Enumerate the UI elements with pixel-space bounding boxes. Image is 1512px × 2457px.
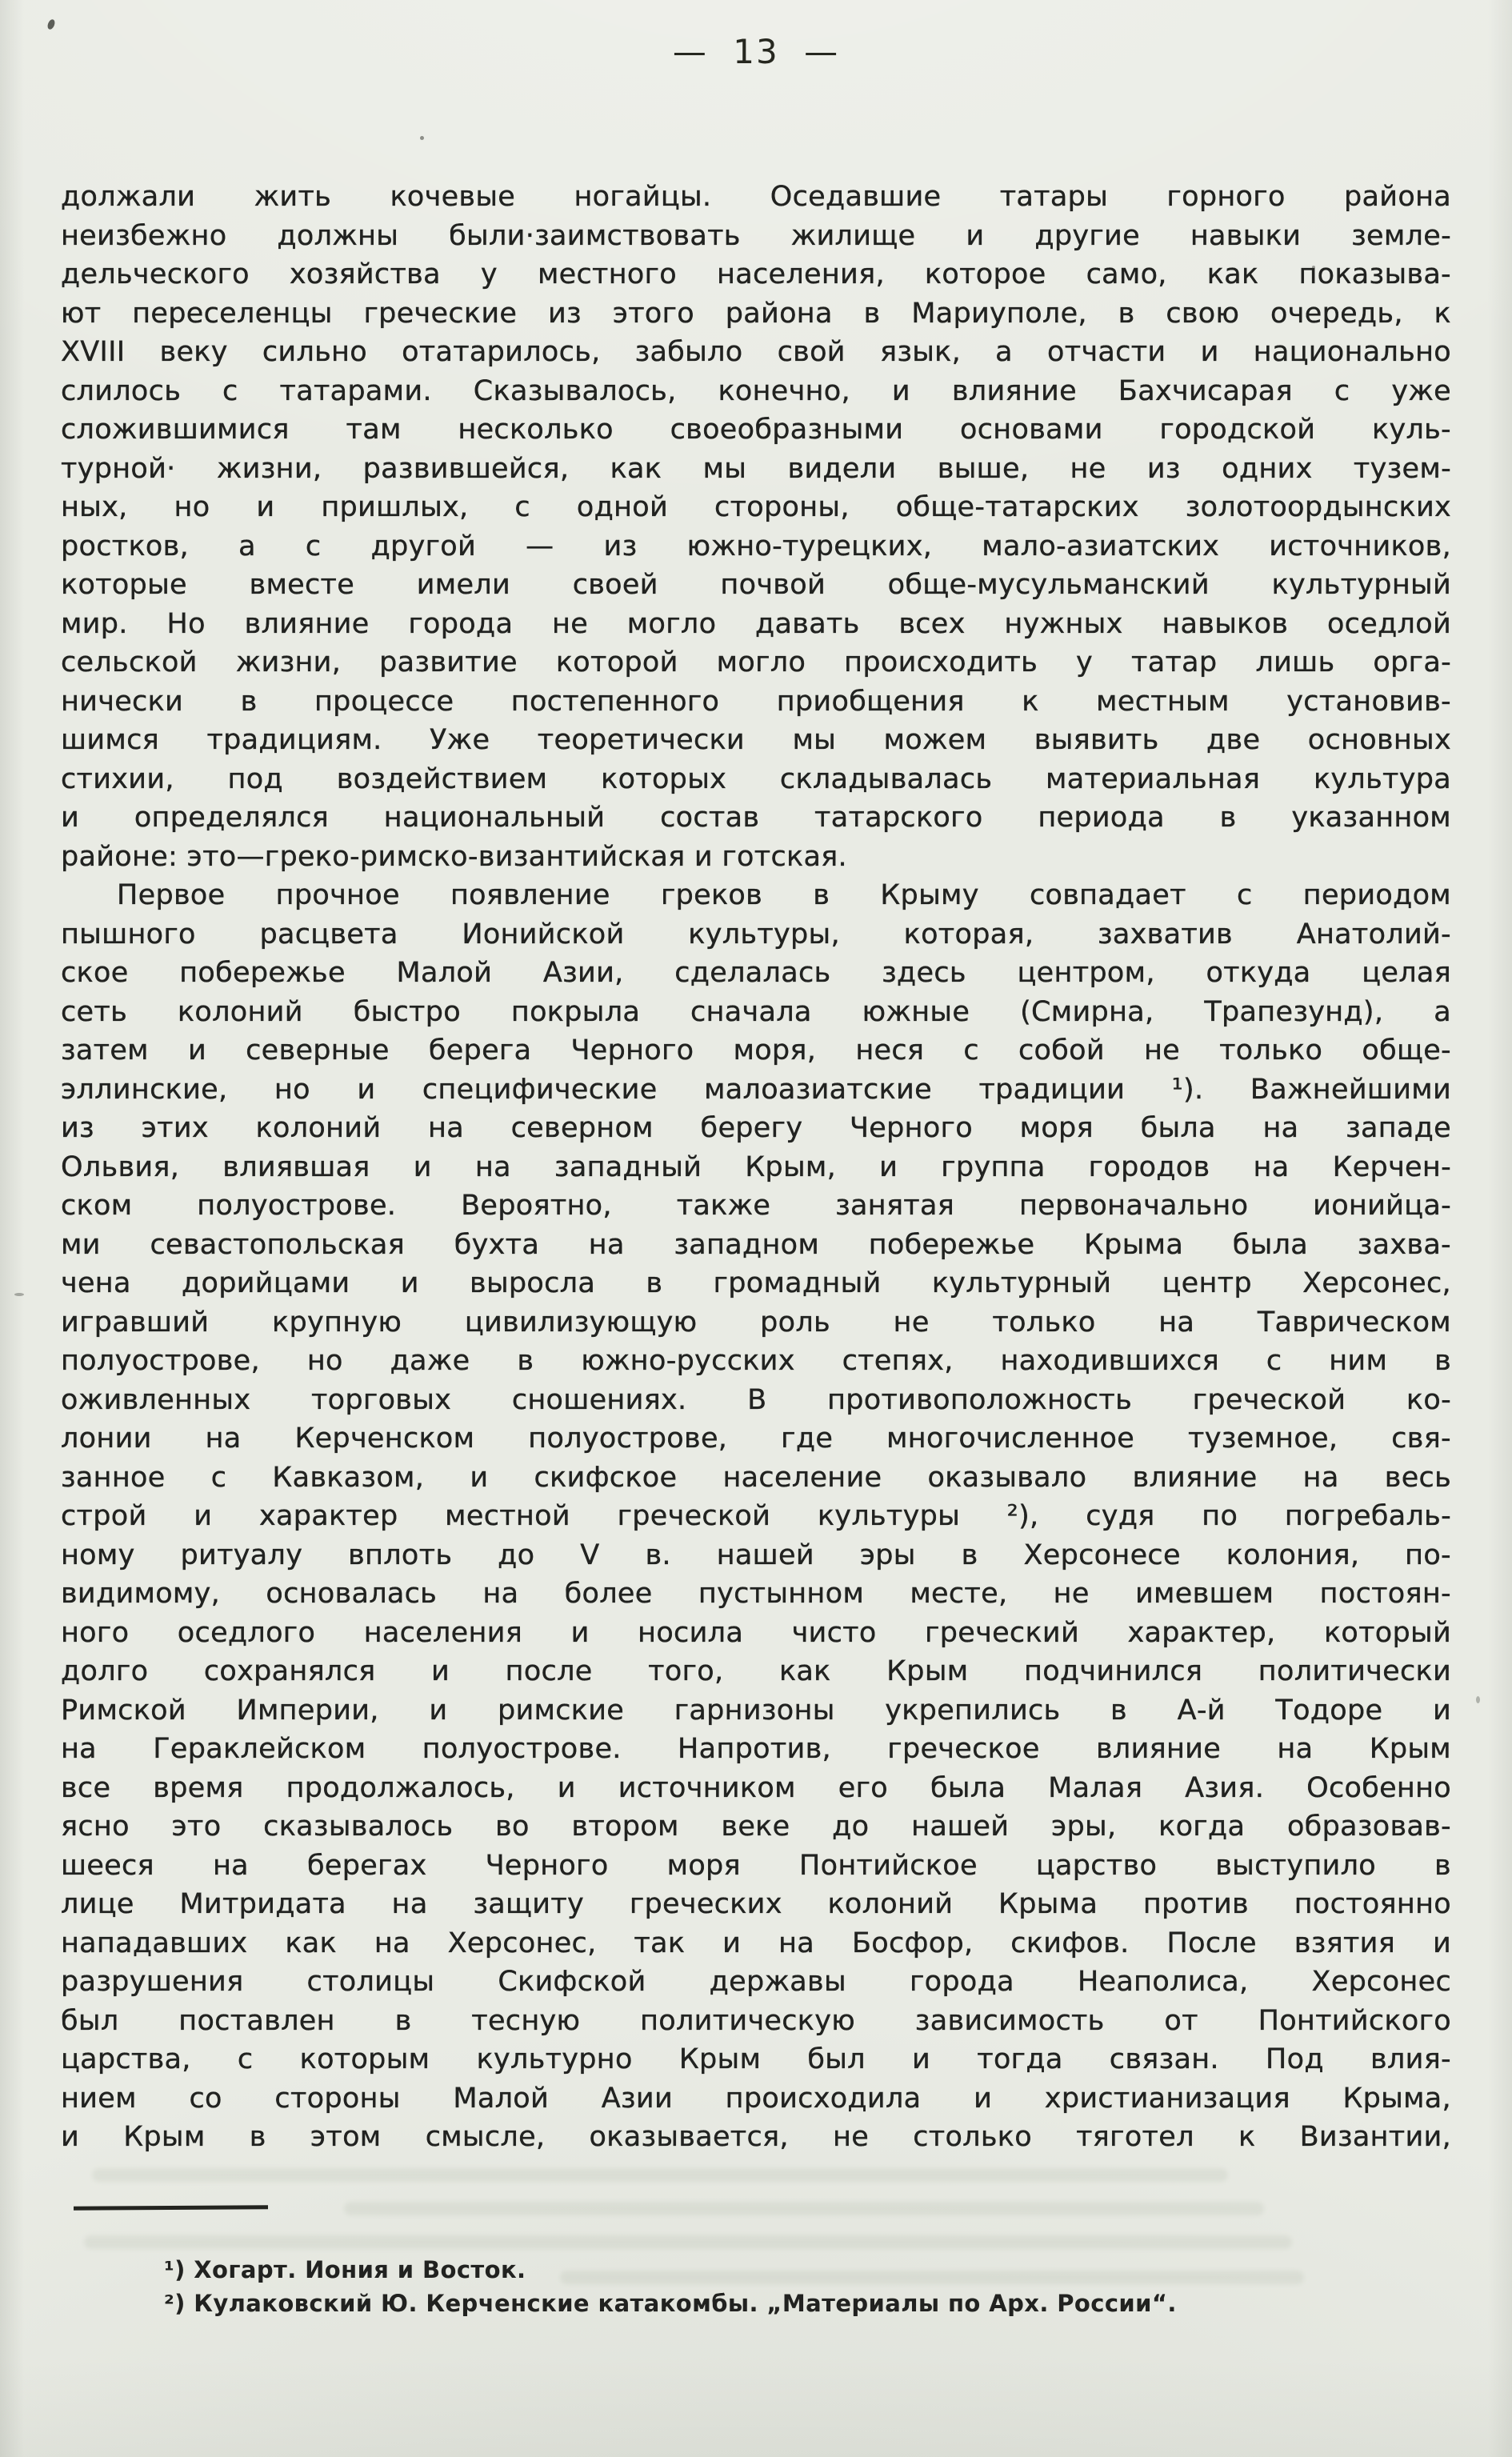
ink-bleedthrough bbox=[344, 2202, 1264, 2215]
text-line: ют переселенцы греческие из этого района в Мариуполе, в свою очередь, к bbox=[61, 297, 1451, 330]
text-line: ростков, а с другой — из южно-турецких, мало-азиатских источников, bbox=[61, 530, 1451, 562]
text-line: ми севастопольская бухта на западном побережье Крыма была захва- bbox=[61, 1228, 1451, 1261]
text-line: Первое прочное появление греков в Крыму совпадает с периодом bbox=[117, 879, 1451, 911]
text-line: долго сохранялся и после того, как Крым подчинился политически bbox=[61, 1655, 1451, 1687]
text-line: дельческого хозяйства у местного населения, которое само, как показыва- bbox=[61, 258, 1451, 290]
text-line: турной· жизни, развившейся, как мы видели выше, не из одних тузем- bbox=[61, 452, 1451, 485]
body-text bbox=[61, 178, 1451, 2157]
text-line: и определялся национальный состав татарского периода в указанном bbox=[61, 802, 1451, 834]
text-line: эллинские, но и специфические малоазиатские традиции ¹). Важнейшими bbox=[61, 1073, 1451, 1106]
text-line: слилось с татарами. Сказывалось, конечно, и влияние Бахчисарая с уже bbox=[61, 374, 1451, 407]
text-line: нием со стороны Малой Азии происходила и христианизация Крыма, bbox=[61, 2082, 1451, 2115]
text-line: XVIII веку сильно отатарилось, забыло свой язык, а отчасти и национально bbox=[61, 336, 1451, 368]
text-line: ясно это сказывалось во втором веке до нашей эры, когда образовав- bbox=[61, 1811, 1451, 1843]
text-line: на Гераклейском полуострове. Напротив, греческое влияние на Крым bbox=[61, 1733, 1451, 1765]
text-line: районе: это—греко-римско-византийская и готская. bbox=[61, 840, 847, 873]
ink-bleedthrough bbox=[84, 2235, 1292, 2249]
text-line: нападавших как на Херсонес, так и на Босфор, скифов. После взятия и bbox=[61, 1927, 1451, 1959]
text-line: сельской жизни, развитие которой могло происходить у татар лишь орга- bbox=[61, 646, 1451, 678]
text-line: чена дорийцами и выросла в громадный культурный центр Херсонес, bbox=[61, 1267, 1451, 1299]
footnote-line: ²) Кулаковский Ю. Керченские катакомбы. „Материалы по Арх. России“. bbox=[164, 2290, 1177, 2317]
text-line: неизбежно должны были·заимствовать жилище и другие навыки земле- bbox=[61, 219, 1451, 252]
text-line: был поставлен в тесную политическую зависимость от Понтийского bbox=[61, 2004, 1451, 2037]
text-line: лице Митридата на защиту греческих колоний Крыма против постоянно bbox=[61, 1888, 1451, 1920]
scan-speck bbox=[1312, 266, 1315, 269]
text-line: пышного расцвета Ионийской культуры, которая, захватив Анатолий- bbox=[61, 918, 1451, 950]
scan-speck bbox=[1476, 1696, 1480, 1703]
text-line: ское побережье Малой Азии, сделалась здесь центром, откуда целая bbox=[61, 957, 1451, 989]
text-line: видимому, основалась на более пустынном месте, не имевшем постоян- bbox=[61, 1578, 1451, 1610]
text-line: нически в процессе постепенного приобщения к местным установив- bbox=[61, 685, 1451, 718]
text-line: из этих колоний на северном берегу Черного моря была на западе bbox=[61, 1112, 1451, 1144]
text-line: сеть колоний быстро покрыла сначала южные (Смирна, Трапезунд), а bbox=[61, 995, 1451, 1028]
scan-speck bbox=[14, 1293, 24, 1296]
text-line: ного оседлого населения и носила чисто греческий характер, который bbox=[61, 1616, 1451, 1649]
text-line: ском полуострове. Вероятно, также занятая первоначально ионийца- bbox=[61, 1190, 1451, 1222]
text-line: ных, но и пришлых, с одной стороны, обще-татарских золотоордынских bbox=[61, 491, 1451, 523]
text-line: Римской Империи, и римские гарнизоны укрепились в А-й Тодоре и bbox=[61, 1694, 1451, 1727]
text-line: лонии на Керченском полуострове, где многочисленное туземное, свя- bbox=[61, 1423, 1451, 1455]
scan-speck bbox=[46, 18, 56, 30]
text-line: занное с Кавказом, и скифское население оказывало влияние на весь bbox=[61, 1461, 1451, 1494]
text-line: царства, с которым культурно Крым был и тогда связан. Под влия- bbox=[61, 2043, 1451, 2075]
text-line: Ольвия, влиявшая и на западный Крым, и группа городов на Керчен- bbox=[61, 1150, 1451, 1183]
text-line: все время продолжалось, и источником его была Малая Азия. Особенно bbox=[61, 1771, 1451, 1804]
scan-speck bbox=[420, 136, 424, 140]
text-line: оживленных торговых сношениях. В противоположность греческой ко- bbox=[61, 1383, 1451, 1416]
text-line: игравший крупную цивилизующую роль не только на Таврическом bbox=[61, 1306, 1451, 1339]
text-line: должали жить кочевые ногайцы. Оседавшие татары горного района bbox=[61, 181, 1451, 213]
text-line: ному ритуалу вплоть до V в. нашей эры в Херсонесе колония, по- bbox=[61, 1539, 1451, 1571]
text-line: полуострове, но даже в южно-русских степях, находившихся с ним в bbox=[61, 1345, 1451, 1377]
text-line: сложившимися там несколько своеобразными основами городской куль- bbox=[61, 414, 1451, 446]
text-line: шееся на берегах Черного моря Понтийское царство выступило в bbox=[61, 1849, 1451, 1882]
text-line: разрушения столицы Скифской державы города Неаполиса, Херсонес bbox=[61, 1966, 1451, 1998]
text-line: шимся традициям. Уже теоретически мы можем выявить две основных bbox=[61, 724, 1451, 756]
text-line: строй и характер местной греческой культуры ²), судя по погребаль- bbox=[61, 1500, 1451, 1532]
text-line: стихии, под воздействием которых складывалась материальная культура bbox=[61, 762, 1451, 795]
ink-bleedthrough bbox=[92, 2168, 1228, 2182]
text-line: и Крым в этом смысле, оказывается, не столько тяготел к Византии, bbox=[61, 2121, 1451, 2153]
footnotes bbox=[164, 2253, 1380, 2320]
text-line: затем и северные берега Черного моря, неся с собой не только обще- bbox=[61, 1034, 1451, 1066]
text-line: которые вместе имели своей почвой обще-мусульманский культурный bbox=[61, 569, 1451, 601]
footnote-line: ¹) Хогарт. Иония и Восток. bbox=[164, 2256, 526, 2283]
text-line: мир. Но влияние города не могло давать всех нужных навыков оседлой bbox=[61, 607, 1451, 640]
page-number: — 13 — bbox=[672, 32, 840, 71]
footnote-rule bbox=[74, 2205, 268, 2210]
